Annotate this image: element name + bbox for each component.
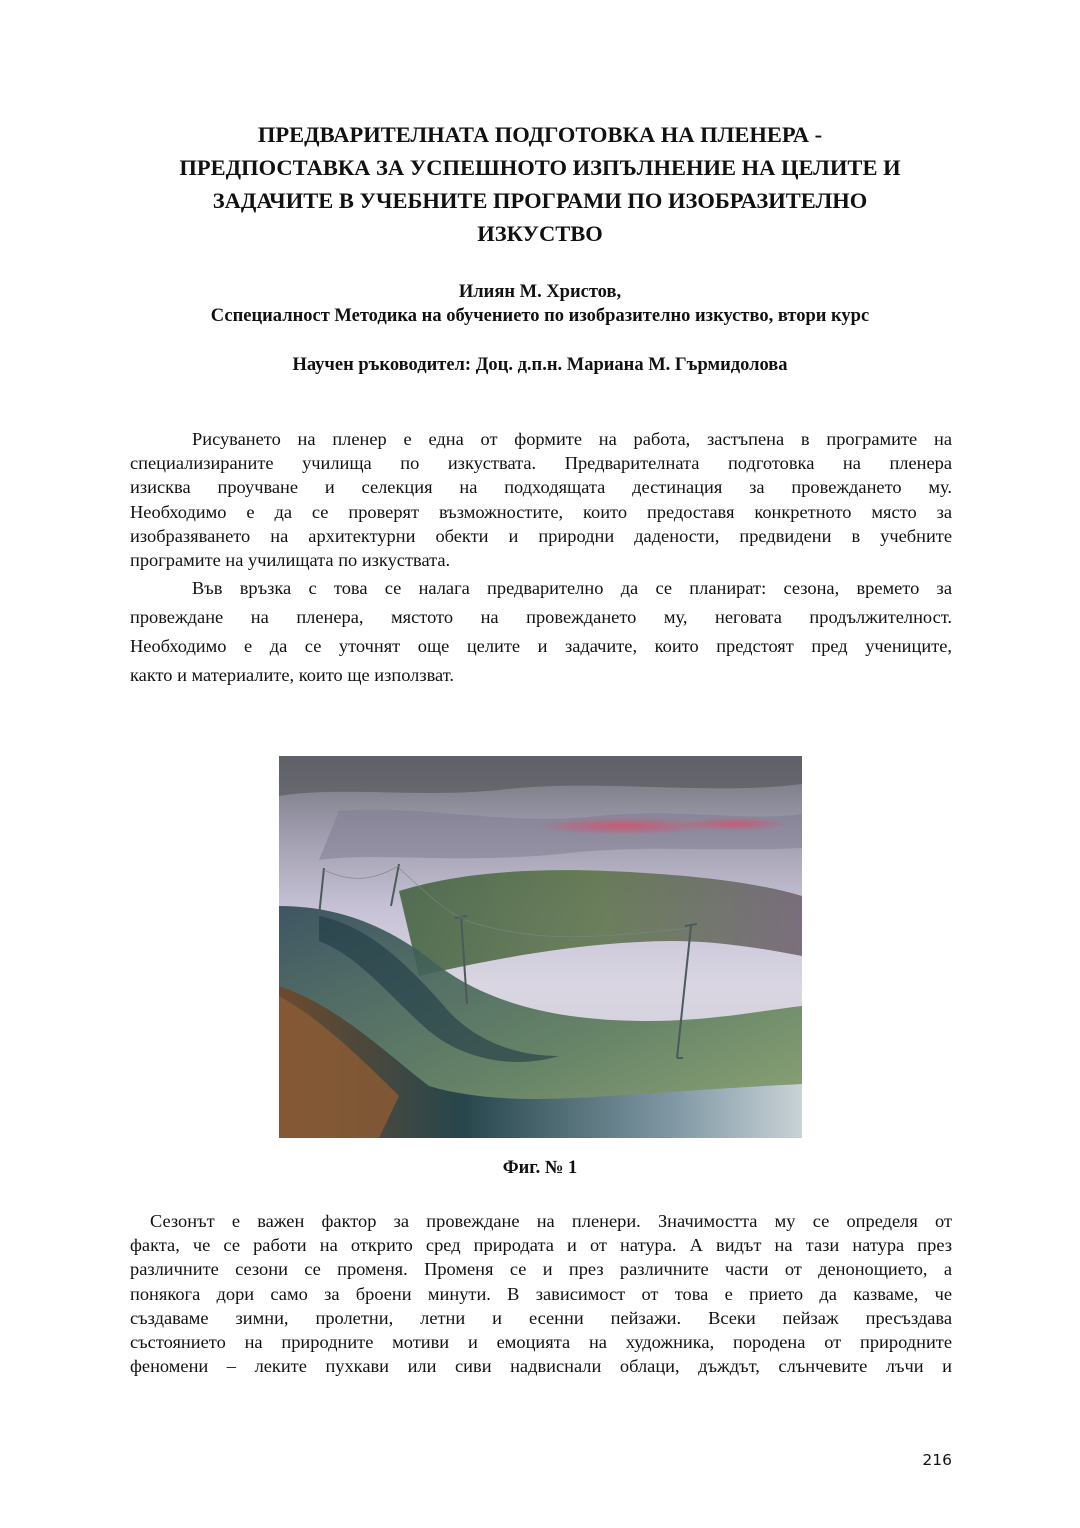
text-line: факта, че се работи на открито сред природата и от натура. А видът на тази натура през: [130, 1235, 952, 1256]
text-line: Сезонът е важен фактор за провеждане на пленери. Значимостта му се определя от: [150, 1211, 952, 1231]
text-line: провеждане на пленера, мястото на провеждането му, неговата продължителност.: [130, 607, 952, 627]
figure-caption: Фиг. № 1: [502, 1158, 578, 1178]
text-line: програмите на училищата по изкуствата.: [130, 549, 451, 570]
author-name: Илиян М. Христов,: [458, 282, 622, 302]
text-line: Рисуването на пленер е една от формите на работа, застъпена в програмите на: [192, 429, 952, 449]
text-line: състоянието на природните мотиви и емоцията на художника, породена от природните: [130, 1331, 952, 1352]
supervisor-line: Научен ръководител: Доц. д.п.н. Мариана М. Гърмидолова: [292, 355, 788, 375]
text-line: изобразяването на архитектурни обекти и природни дадености, предвидени в учебните: [130, 525, 952, 546]
text-line: феномени – леките пухкави или сиви надвиснали облаци, дъждът, слънчевите лъчи и: [130, 1356, 952, 1377]
paragraph-1: [130, 427, 952, 572]
title-line: ПРЕДВАРИТЕЛНАТА ПОДГОТОВКА НА ПЛЕНЕРА -: [257, 122, 823, 147]
text-line: Необходимо е да се уточнят още целите и задачите, които предстоят пред учениците,: [130, 636, 952, 656]
title-line: ЗАДАЧИТЕ В УЧЕБНИТЕ ПРОГРАМИ ПО ИЗОБРАЗИТЕЛНО: [212, 188, 868, 213]
text-line: понякога дори само за броени минути. В зависимост от това е прието да казваме, че: [130, 1283, 952, 1304]
title-line: ПРЕДПОСТАВКА ЗА УСПЕШНОТО ИЗПЪЛНЕНИЕ НА ЦЕЛИТЕ И: [179, 155, 901, 180]
text-line: изисква проучване и селекция на подходящата дестинация за провеждането му.: [130, 477, 952, 498]
text-line: различните сезони се променя. Променя се и през различните части от денонощието, а: [130, 1259, 952, 1280]
paper-title: [110, 118, 970, 250]
paragraph-3: [130, 1209, 952, 1378]
title-line: ИЗКУСТВО: [477, 221, 603, 246]
text-line: специализираните училища по изкуствата. Предварителната подготовка на пленера: [130, 453, 952, 474]
watercolor-landscape-figure: [279, 756, 802, 1138]
text-line: Необходимо е да се проверят възможностите, които предоставя конкретното място за: [130, 501, 952, 522]
author-affiliation: Сспециалност Методика на обучението по изобразително изкуство, втори курс: [210, 306, 870, 326]
page-number: 216: [922, 1451, 952, 1469]
text-line: както и материалите, които ще използват.: [130, 665, 454, 685]
text-line: Във връзка с това се налага предварително да се планират: сезона, времето за: [192, 578, 952, 598]
text-line: създаваме зимни, пролетни, летни и есенни пейзажи. Всеки пейзаж пресъздава: [130, 1307, 952, 1328]
paragraph-2: [130, 574, 952, 690]
